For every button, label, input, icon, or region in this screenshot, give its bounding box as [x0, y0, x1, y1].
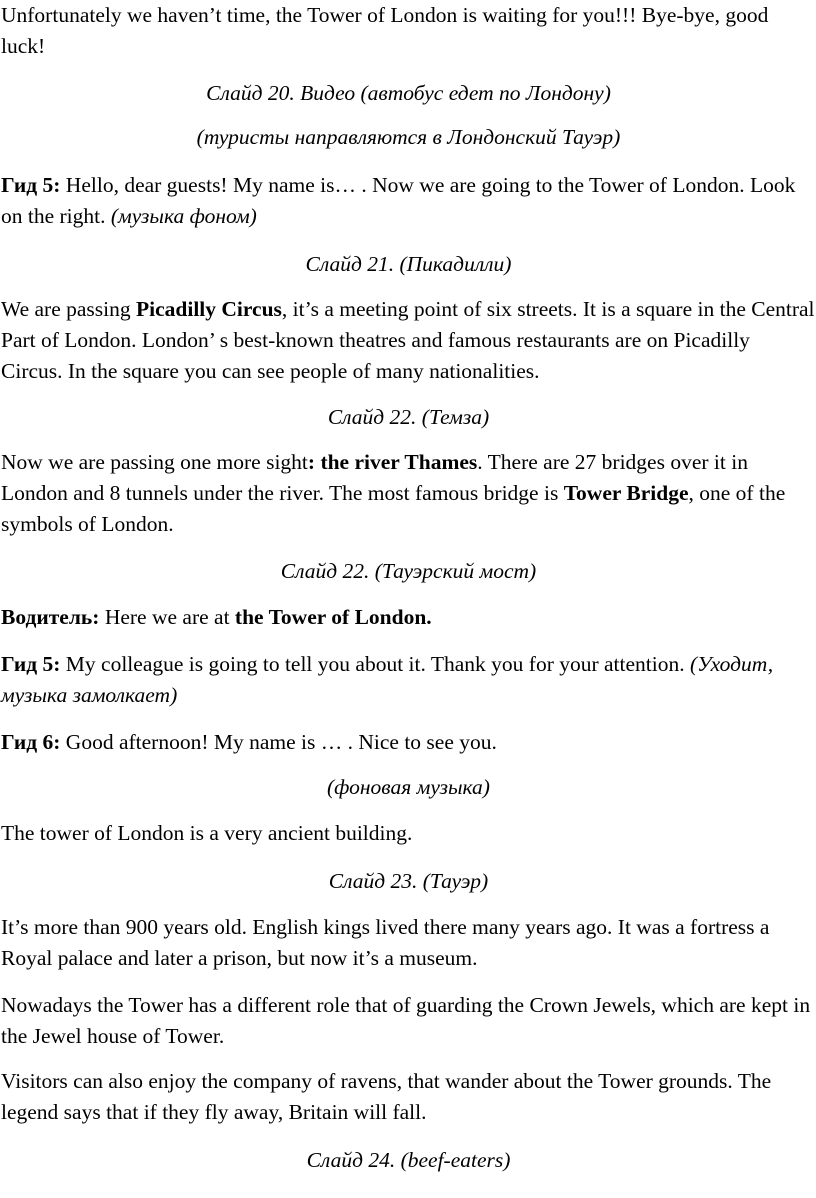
paragraph-crown-jewels — [1, 990, 816, 1052]
paragraph-text: The tower of London is a very ancient building. — [1, 821, 413, 845]
stage-direction: (Уходит, музыка замолкает) — [1, 652, 774, 707]
paragraph-text: , one of the symbols of London. — [1, 481, 786, 536]
paragraph-text: Hello, dear guests! My name is… . Now we are going to the Tower of London. Look on the right. — [1, 173, 796, 228]
bold-term: the Tower of London. — [234, 605, 432, 629]
bold-term: Picadilly Circus — [135, 297, 282, 321]
slide-20-heading — [1, 78, 816, 109]
slide-22-heading-thames — [1, 402, 816, 433]
paragraph-text: . There are 27 bridges over it in London and 8 tunnels under the river. The most famous bridge is — [1, 450, 748, 505]
stage-direction-text: (туристы направляются в Лондонский Тауэр) — [196, 125, 621, 149]
stage-direction-tourists — [1, 122, 816, 153]
paragraph-ravens — [1, 1066, 816, 1128]
stage-direction-text: (фоновая музыка) — [327, 775, 490, 799]
paragraph-text: Nowadays the Tower has a different role that of guarding the Crown Jewels, which are kept in the Jewel house of Tower. — [1, 993, 811, 1048]
heading-text: Слайд 22. (Тауэрский мост) — [280, 559, 537, 583]
paragraph-text: , it’s a meeting point of six streets. It is a square in the Central Part of London. London’ s best-known theatres and famous restaurants are on Picadilly Circus. In the square you can see people of many nationalities. — [1, 297, 815, 383]
heading-text: Слайд 23. (Тауэр) — [328, 869, 489, 893]
speaker-label: Гид 5: — [1, 652, 61, 676]
stage-direction: (музыка фоном) — [110, 204, 257, 228]
heading-text: Слайд 24. (beef-eaters) — [306, 1148, 511, 1172]
bold-term: : the river Thames — [307, 450, 478, 474]
speaker-label: Гид 5: — [1, 173, 61, 197]
slide-22-heading-bridge — [1, 556, 816, 587]
paragraph-text: Good afternoon! My name is … . Nice to see you. — [60, 730, 497, 754]
stage-direction-music — [1, 772, 816, 803]
paragraph-thames — [1, 447, 816, 540]
speaker-label: Гид 6: — [1, 730, 61, 754]
paragraph-guide5-colleague — [1, 649, 816, 711]
heading-text: Слайд 22. (Темза) — [327, 405, 490, 429]
slide-24-heading — [1, 1145, 816, 1176]
paragraph-text: My colleague is going to tell you about it. Thank you for your attention. — [60, 652, 690, 676]
heading-text: Слайд 21. (Пикадилли) — [305, 252, 512, 276]
bold-term: Tower Bridge — [563, 481, 689, 505]
paragraph-driver — [1, 602, 816, 633]
paragraph-text: It’s more than 900 years old. English kings lived there many years ago. It was a fortress a Royal palace and later a prison, but now it’s a museum. — [1, 915, 770, 970]
paragraph-picadilly — [1, 294, 816, 387]
slide-23-heading — [1, 866, 816, 897]
slide-21-heading — [1, 249, 816, 280]
paragraph-farewell — [1, 0, 816, 62]
paragraph-guide6 — [1, 727, 816, 758]
paragraph-text: Unfortunately we haven’t time, the Tower of London is waiting for you!!! Bye-bye, good luck! — [1, 3, 769, 58]
paragraph-text: Here we are at — [99, 605, 235, 629]
paragraph-history — [1, 912, 816, 974]
paragraph-text: Now we are passing one more sight — [1, 450, 308, 474]
paragraph-text: Visitors can also enjoy the company of ravens, that wander about the Tower grounds. The legend says that if they fly away, Britain will fall. — [1, 1069, 772, 1124]
speaker-label: Водитель: — [1, 605, 100, 629]
paragraph-text: We are passing — [1, 297, 136, 321]
paragraph-guide5-hello — [1, 170, 816, 232]
paragraph-ancient — [1, 818, 816, 849]
heading-text: Слайд 20. Видео (автобус едет по Лондону) — [206, 81, 611, 105]
